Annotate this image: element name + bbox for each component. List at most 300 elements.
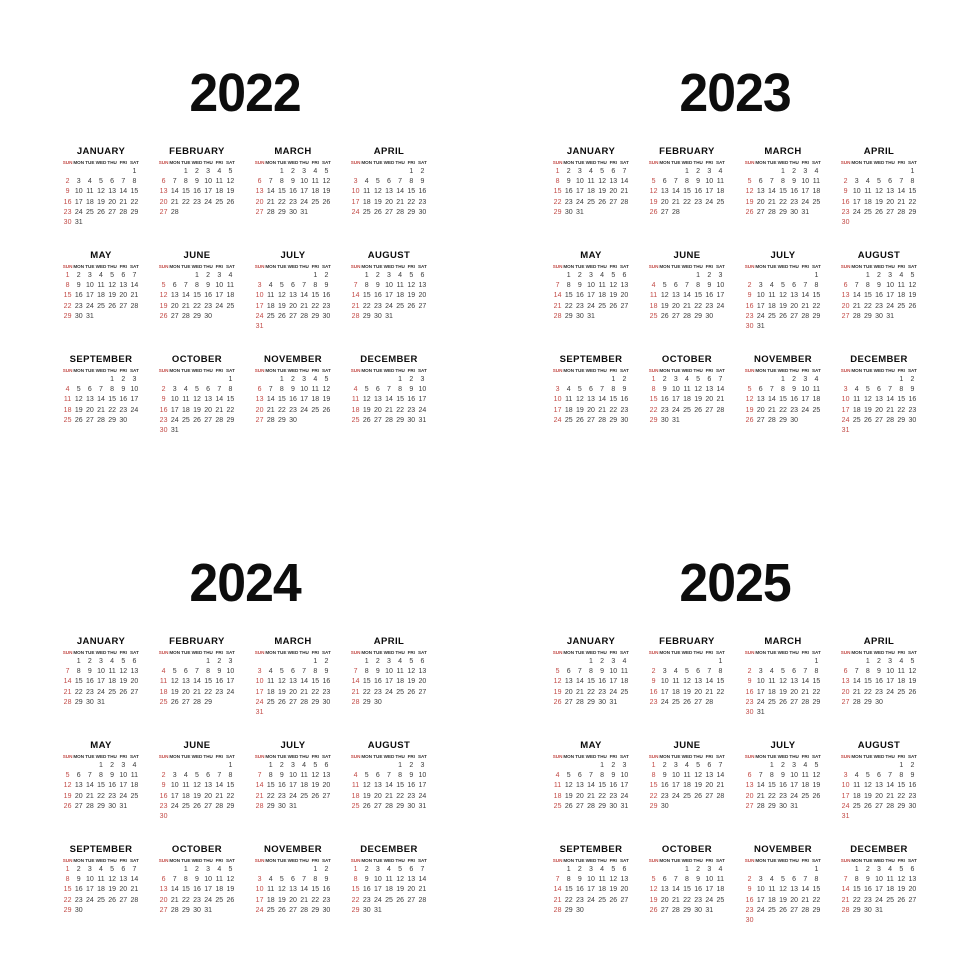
date-cell: 12 [553,678,562,686]
weekday-label: WED [681,858,693,863]
empty-cell [766,708,777,718]
date-cell: 3 [589,271,593,279]
empty-cell [287,218,298,228]
date-cell: 16 [322,678,331,686]
empty-cell [597,375,608,385]
empty-cell [395,322,406,332]
month-calendar [62,740,140,828]
date-cell: 12 [159,292,168,300]
date-cell: 19 [396,886,405,894]
date-cell: 25 [215,198,224,206]
date-cell: 16 [660,396,669,404]
date-cell: 15 [396,782,405,790]
date-cell: 30 [289,209,297,217]
date-cell: 22 [362,688,371,696]
empty-cell [395,698,406,708]
date-cell: 2 [161,385,166,393]
empty-cell [800,916,811,926]
date-cell: 11 [553,782,562,790]
date-cell: 26 [407,302,416,310]
date-cell: 14 [396,188,405,196]
date-cell: 25 [85,209,94,217]
date-cell: 3 [843,385,848,393]
empty-cell [118,322,129,332]
date-cell: 10 [587,875,595,883]
empty-cell [693,208,704,218]
weekday-label: SUN [552,264,563,269]
date-cell: 14 [130,875,139,883]
date-cell: 6 [257,385,262,393]
date-cell: 7 [673,177,678,185]
date-cell: 17 [255,688,264,696]
date-cell: 1 [899,375,904,383]
empty-cell [321,708,332,718]
date-cell: 5 [600,167,605,175]
empty-cell [766,657,777,667]
empty-cell [310,218,321,228]
date-cell: 1 [279,167,284,175]
empty-cell [715,426,726,436]
empty-cell [608,312,619,322]
date-cell: 8 [279,385,284,393]
date-cell: 29 [226,417,235,425]
date-cell: 27 [130,688,139,696]
date-cell: 6 [257,177,262,185]
date-cell: 30 [694,907,703,915]
date-cell: 27 [159,907,168,915]
empty-cell [214,698,225,708]
empty-cell [907,698,918,708]
date-cell: 20 [119,886,128,894]
date-cell: 26 [649,907,658,915]
date-cell: 16 [193,886,201,894]
weekday-label: THU [107,858,117,863]
date-cell: 5 [651,875,656,883]
date-cell: 5 [375,177,380,185]
date-cell: 24 [841,417,850,425]
date-cell: 28 [886,417,895,425]
date-cell: 25 [362,209,371,217]
empty-cell [873,322,884,332]
date-cell: 16 [373,292,382,300]
date-cell: 20 [85,406,94,414]
date-cell: 13 [841,292,850,300]
date-cell: 23 [85,688,94,696]
empty-cell [873,218,884,228]
empty-cell [693,322,704,332]
date-cell: 22 [396,406,405,414]
date-cell: 14 [300,292,309,300]
date-cell: 25 [716,198,725,206]
date-cell: 24 [97,688,105,696]
empty-cell [158,708,169,718]
date-cell: 9 [696,177,701,185]
weekday-label: WED [873,858,885,863]
dates-grid [744,375,822,437]
date-cell: 26 [277,699,286,707]
empty-cell [681,812,692,822]
empty-cell [395,812,406,822]
weekday-label: MON [169,858,181,863]
empty-cell [597,906,608,916]
date-cell: 3 [228,657,233,665]
month-title: JUNE [183,740,211,751]
month-title: JANUARY [566,146,616,157]
date-cell: 19 [779,688,787,696]
weekday-label: FRI [407,754,415,759]
empty-cell [84,322,95,332]
weekday-label: SAT [129,264,139,269]
empty-cell [62,916,73,926]
year-title-2024: 2024 [189,553,301,613]
date-cell: 12 [694,385,703,393]
date-cell: 25 [801,792,810,800]
date-cell: 19 [407,678,416,686]
date-cell: 7 [183,281,188,289]
date-cell: 15 [779,396,787,404]
empty-cell [907,916,918,926]
date-cell: 16 [85,678,94,686]
date-cell: 11 [812,177,821,185]
date-cell: 21 [767,406,776,414]
weekday-label: SUN [254,160,265,165]
empty-cell [766,865,777,875]
dates-grid [350,865,428,927]
date-cell: 31 [756,709,765,717]
empty-cell [585,218,596,228]
dates-grid [158,375,236,437]
empty-cell [659,708,670,718]
date-cell: 2 [747,667,752,675]
date-cell: 13 [418,667,427,675]
date-cell: 9 [206,281,211,289]
date-cell: 16 [215,678,224,686]
date-cell: 3 [888,657,893,665]
weekday-header-row [840,368,918,373]
empty-cell [851,657,862,667]
empty-cell [129,906,140,916]
date-cell: 10 [841,782,850,790]
date-cell: 2 [217,657,222,665]
empty-cell [800,322,811,332]
date-cell: 20 [671,302,680,310]
date-cell: 4 [364,177,369,185]
empty-cell [62,761,73,771]
weekday-header-row [62,264,140,269]
date-cell: 18 [63,406,72,414]
date-cell: 13 [875,396,883,404]
empty-cell [214,916,225,926]
weekday-header-row [62,650,140,655]
weekday-label: TUE [373,368,383,373]
date-cell: 23 [74,896,83,904]
date-cell: 24 [587,302,595,310]
date-cell: 1 [110,375,115,383]
date-cell: 6 [589,385,593,393]
date-cell: 28 [852,313,861,321]
empty-cell [766,812,777,822]
date-cell: 1 [718,657,723,665]
weekday-label: WED [191,858,203,863]
dates-grid [840,167,918,229]
weekday-label: MON [659,264,671,269]
empty-cell [287,708,298,718]
date-cell: 7 [555,875,560,883]
date-cell: 27 [255,417,264,425]
dates-grid [254,375,332,437]
dates-grid [648,761,726,823]
date-cell: 15 [812,292,821,300]
dates-grid [62,271,140,333]
date-cell: 24 [756,699,765,707]
date-cell: 31 [204,907,213,915]
empty-cell [670,708,681,718]
date-cell: 17 [756,896,765,904]
date-cell: 3 [387,657,391,665]
month-title: FEBRUARY [169,636,225,647]
date-cell: 28 [266,209,275,217]
date-cell: 26 [598,198,607,206]
date-cell: 17 [130,396,139,404]
month-calendar [350,636,428,724]
date-cell: 29 [564,907,573,915]
weekday-header-row [840,650,918,655]
weekday-label: THU [203,754,213,759]
weekday-header-row [350,858,428,863]
date-cell: 24 [705,896,714,904]
date-cell: 26 [564,803,573,811]
date-cell: 15 [396,396,405,404]
date-cell: 25 [852,803,861,811]
date-cell: 4 [353,385,358,393]
empty-cell [361,375,372,385]
date-cell: 21 [300,688,309,696]
date-cell: 27 [322,792,331,800]
dates-grid [840,761,918,823]
weekday-label: MON [563,754,575,759]
date-cell: 18 [716,188,725,196]
date-cell: 7 [268,385,273,393]
empty-cell [681,426,692,436]
date-cell: 26 [660,313,669,321]
date-cell: 5 [172,667,177,675]
weekday-label: TUE [277,650,287,655]
date-cell: 15 [362,678,371,686]
date-cell: 22 [351,896,360,904]
date-cell: 15 [694,292,703,300]
date-cell: 16 [108,782,117,790]
weekday-label: FRI [215,858,223,863]
empty-cell [873,426,884,436]
weekday-label: SUN [158,650,169,655]
date-cell: 7 [420,865,425,873]
empty-cell [169,812,180,822]
dates-grid [840,657,918,719]
empty-cell [383,167,394,177]
date-cell: 9 [747,292,752,300]
date-cell: 1 [781,375,785,383]
weekday-label: FRI [119,368,127,373]
date-cell: 7 [172,875,177,883]
date-cell: 21 [181,302,190,310]
date-cell: 11 [63,396,72,404]
date-cell: 30 [289,417,297,425]
date-cell: 29 [396,417,405,425]
date-cell: 17 [300,396,309,404]
empty-cell [574,657,585,667]
date-cell: 7 [387,385,391,393]
weekday-label: TUE [181,754,191,759]
date-cell: 22 [130,198,139,206]
empty-cell [800,218,811,228]
date-cell: 25 [671,699,680,707]
date-cell: 14 [170,886,179,894]
month-calendar [158,844,236,932]
date-cell: 24 [170,417,179,425]
date-cell: 5 [409,657,414,665]
date-cell: 3 [217,271,222,279]
date-cell: 24 [351,209,360,217]
month-title: APRIL [863,636,895,647]
date-cell: 27 [418,688,427,696]
date-cell: 12 [322,385,331,393]
empty-cell [265,865,276,875]
weekday-label: FRI [311,650,319,655]
dates-grid [350,761,428,823]
date-cell: 27 [790,699,799,707]
date-cell: 20 [564,688,573,696]
weekday-header-row [744,754,822,759]
empty-cell [350,812,361,822]
date-cell: 2 [324,271,329,279]
date-cell: 18 [620,678,629,686]
empty-cell [265,218,276,228]
weekday-label: THU [395,368,405,373]
date-cell: 7 [302,281,307,289]
empty-cell [659,865,670,875]
date-cell: 22 [407,198,416,206]
empty-cell [417,426,428,436]
date-cell: 15 [74,678,83,686]
weekday-label: WED [383,650,395,655]
date-cell: 28 [801,907,810,915]
empty-cell [744,218,755,228]
date-cell: 2 [622,375,627,383]
date-cell: 22 [812,688,821,696]
date-cell: 12 [683,678,691,686]
month-calendar [552,844,630,932]
empty-cell [840,916,851,926]
empty-cell [896,906,907,916]
empty-cell [744,375,755,385]
date-cell: 12 [812,771,821,779]
date-cell: 15 [779,188,787,196]
date-cell: 13 [620,875,629,883]
date-cell: 1 [696,271,701,279]
empty-cell [265,271,276,281]
empty-cell [417,698,428,708]
month-title: APRIL [373,636,405,647]
date-cell: 25 [767,313,776,321]
dates-grid [552,761,630,823]
weekday-label: TUE [767,754,777,759]
date-cell: 2 [877,657,881,665]
weekday-label: FRI [705,858,713,863]
weekday-label: MON [851,858,863,863]
empty-cell [574,761,585,771]
date-cell: 4 [899,657,904,665]
date-cell: 7 [803,281,808,289]
date-cell: 27 [587,417,595,425]
date-cell: 28 [255,803,264,811]
date-cell: 3 [718,271,723,279]
date-cell: 9 [291,177,295,185]
date-cell: 29 [779,417,787,425]
empty-cell [129,312,140,322]
date-cell: 2 [577,865,582,873]
date-cell: 24 [801,198,810,206]
date-cell: 12 [170,678,179,686]
date-cell: 26 [63,803,72,811]
empty-cell [715,906,726,916]
empty-cell [755,218,766,228]
date-cell: 14 [852,292,861,300]
weekday-label: WED [191,264,203,269]
date-cell: 27 [908,896,917,904]
date-cell: 24 [609,688,618,696]
date-cell: 2 [611,761,616,769]
empty-cell [118,916,129,926]
empty-cell [851,322,862,332]
date-cell: 12 [564,782,573,790]
weekday-label: TUE [671,264,681,269]
date-cell: 12 [779,678,787,686]
empty-cell [350,271,361,281]
weekday-label: SUN [62,264,73,269]
dates-grid [350,375,428,437]
date-cell: 14 [801,678,810,686]
date-cell: 3 [291,761,295,769]
date-cell: 24 [255,313,264,321]
date-cell: 4 [99,271,103,279]
date-cell: 30 [609,803,618,811]
empty-cell [681,657,692,667]
empty-cell [225,708,236,718]
weekday-label: WED [383,264,395,269]
date-cell: 1 [76,657,81,665]
date-cell: 9 [161,782,166,790]
date-cell: 1 [899,761,904,769]
weekday-label: SAT [129,754,139,759]
empty-cell [287,916,298,926]
empty-cell [276,916,287,926]
weekday-label: SAT [225,650,235,655]
date-cell: 5 [877,177,881,185]
date-cell: 12 [745,188,754,196]
date-cell: 26 [875,209,883,217]
empty-cell [406,698,417,708]
empty-cell [800,708,811,718]
date-cell: 22 [587,688,595,696]
date-cell: 6 [161,177,166,185]
date-cell: 13 [756,396,765,404]
empty-cell [321,416,332,426]
date-cell: 27 [159,209,168,217]
date-cell: 22 [897,792,906,800]
date-cell: 28 [170,907,179,915]
month-calendar [350,146,428,234]
date-cell: 8 [589,667,593,675]
